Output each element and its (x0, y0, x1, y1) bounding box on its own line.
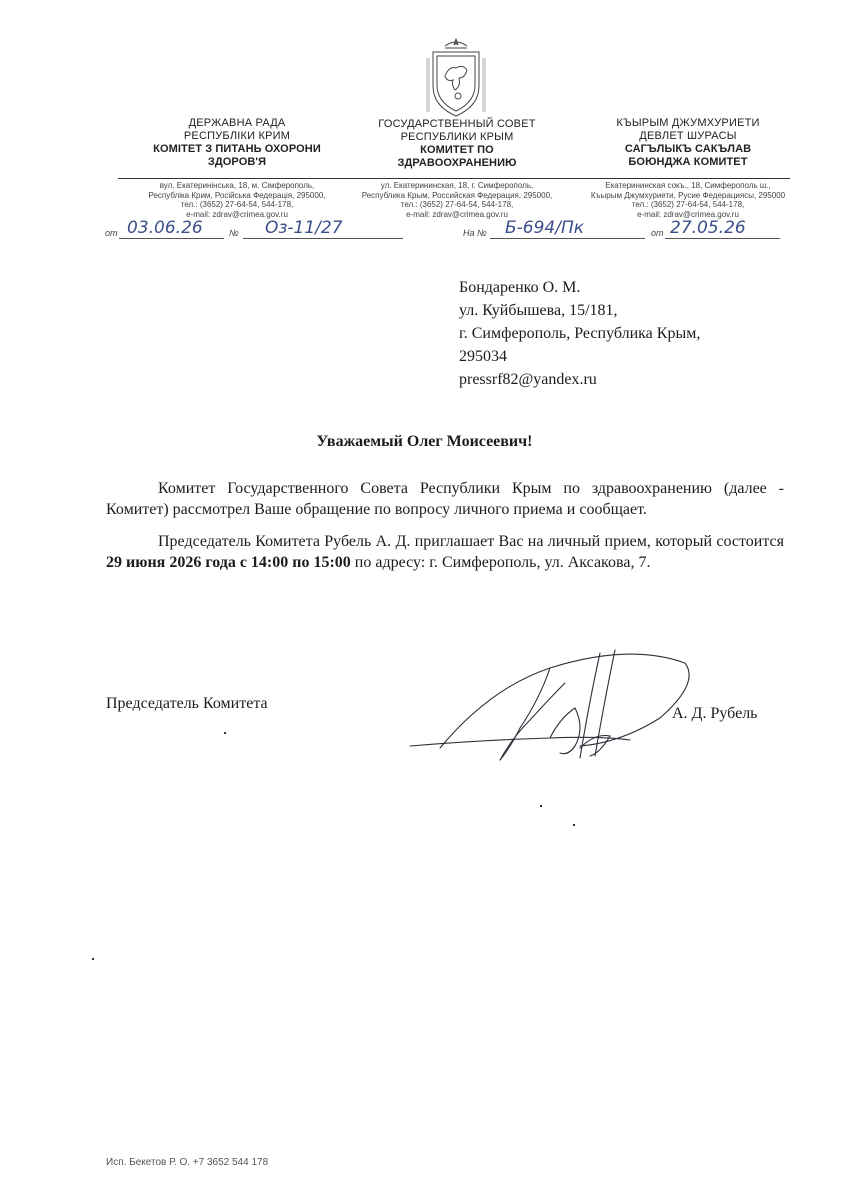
underline (119, 238, 224, 239)
org-name-line: ГОСУДАРСТВЕННЫЙ СОВЕТ (378, 118, 536, 130)
org-name-line: РЕСПУБЛИКИ КРЫМ (400, 131, 514, 143)
org-name-line: КЪЫРЫМ ДЖУМХУРИЕТИ (616, 117, 760, 129)
outgoing-number: Оз-11/27 (265, 218, 343, 238)
org-name-line: РЕСПУБЛІКИ КРИМ (183, 130, 291, 142)
addressee-city: г. Симферополь, Республика Крым, (459, 325, 701, 342)
header-ukrainian (118, 117, 356, 169)
signatory-name: А. Д. Рубель (672, 705, 758, 722)
handwritten-signature-icon (400, 628, 700, 773)
committee-name-line: КОМИТЕТ ПО (420, 144, 494, 156)
committee-name-line: ЗДОРОВ'Я (207, 156, 267, 168)
underline (243, 238, 403, 239)
number-label: № (229, 228, 239, 238)
letter-body (106, 478, 784, 584)
outgoing-date: 03.06.26 (127, 218, 203, 238)
signatory-title: Председатель Комитета (106, 695, 268, 712)
address-line: e-mail: zdrav@crimea.gov.ru (637, 209, 739, 219)
date-label: от (651, 228, 664, 238)
incoming-date: 27.05.26 (670, 218, 746, 238)
scan-speck (92, 958, 94, 960)
address-line: e-mail: zdrav@crimea.gov.ru (406, 209, 508, 219)
addressee-email: pressrf82@yandex.ru (459, 371, 597, 388)
address-ukrainian (118, 181, 356, 219)
committee-name-line: БОЮНДЖА КОМИТЕТ (628, 156, 748, 168)
underline (490, 238, 645, 239)
scan-speck (224, 732, 226, 734)
incoming-number: Б-694/Пк (505, 218, 585, 238)
addressee-name: Бондаренко О. М. (459, 279, 581, 296)
address-crimean-tatar (588, 181, 788, 219)
address-line: вул. Екатеринінська, 18, м. Сімферополь, (159, 181, 315, 190)
header-divider (118, 178, 790, 179)
paragraph: Комитет Государственного Совета Республики Крым по здравоохранению (далее - Комитет) рассмотрел Ваше обращение по вопросу личного приема и сообщает. (106, 480, 784, 518)
committee-name-line: САГЪЛЫКЪ САКЪЛАВ (624, 143, 752, 155)
address-line: тел.: (3652) 27-64-54, 544-178, (400, 200, 514, 209)
header-russian (352, 118, 562, 170)
scan-speck (540, 805, 542, 807)
addressee-street: ул. Куйбышева, 15/181, (459, 302, 618, 319)
paragraph-text: Председатель Комитета Рубель А. Д. приглашает Вас на личный прием, который состоится (158, 533, 784, 550)
address-line: Республіка Крим, Російська Федерація, 295000, (148, 190, 326, 200)
addressee-postcode: 295034 (459, 348, 507, 365)
addressee-block (459, 276, 819, 391)
scan-speck (573, 824, 575, 826)
appointment-datetime: 29 июня 2026 года с 14:00 по 15:00 (106, 554, 351, 571)
underline (665, 238, 780, 239)
from-label: от (105, 228, 118, 238)
committee-name-line: КОМІТЕТ З ПИТАНЬ ОХОРОНИ (153, 143, 321, 155)
greeting: Уважаемый Олег Моисеевич! (316, 433, 533, 450)
paragraph (106, 531, 784, 573)
address-line: Екатерининская сокъ., 18, Симферополь ш., (605, 181, 771, 190)
committee-name-line: ЗДРАВООХРАНЕНИЮ (397, 157, 517, 169)
org-name-line: ДЕВЛЕТ ШУРАСЫ (639, 130, 737, 142)
address-russian (352, 181, 562, 219)
org-name-line: ДЕРЖАВНА РАДА (188, 117, 286, 129)
address-line: тел.: (3652) 27-64-54, 544-178, (631, 200, 745, 209)
address-line: Къырым Джумхуриети, Русие Федерациясы, 295000 (590, 190, 786, 200)
crimea-coat-of-arms-icon (425, 38, 487, 118)
address-line: e-mail: zdrav@crimea.gov.ru (186, 209, 288, 219)
address-line: Республика Крым, Российская Федерация, 295000, (361, 190, 553, 200)
header-crimean-tatar (588, 117, 788, 169)
in-reply-label: На № (463, 228, 487, 238)
address-line: тел.: (3652) 27-64-54, 544-178, (180, 200, 294, 209)
paragraph-text: по адресу: г. Симферополь, ул. Аксакова, 7. (350, 554, 651, 571)
reference-line (105, 218, 785, 244)
address-line: ул. Екатерининская, 18, г. Симферополь, (380, 181, 534, 190)
executor-note: Исп. Бекетов Р. О. +7 3652 544 178 (106, 1157, 269, 1168)
